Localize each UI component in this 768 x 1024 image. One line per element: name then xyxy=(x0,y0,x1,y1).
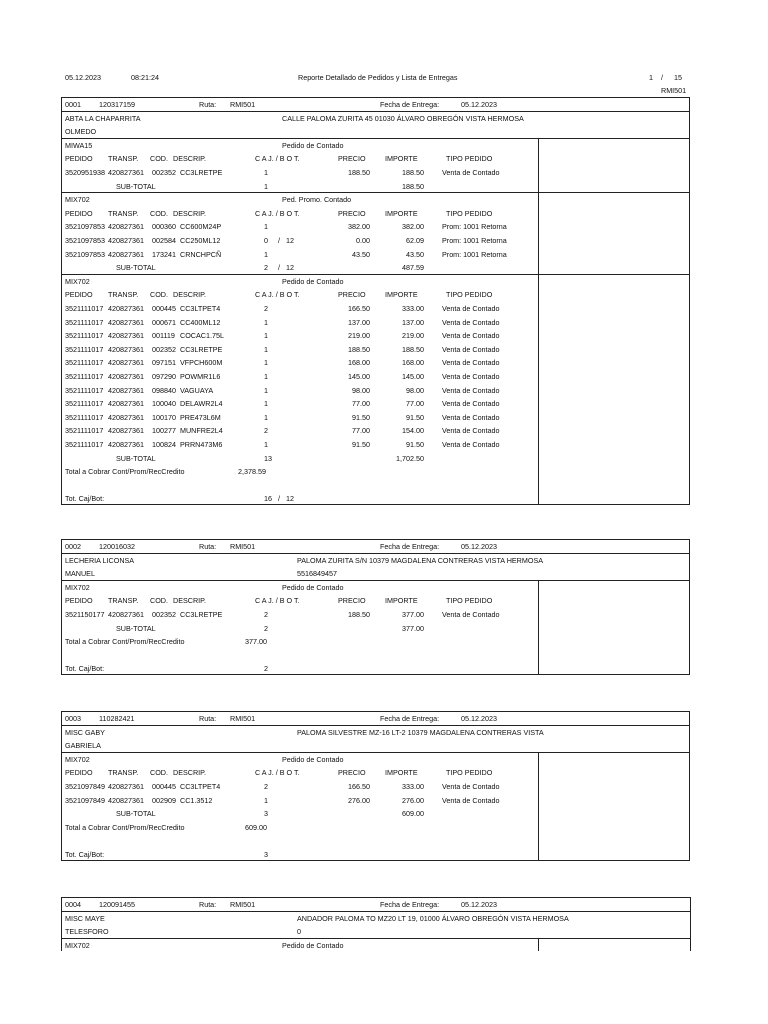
page-separator: / xyxy=(661,73,663,82)
order-number: 3520951938 xyxy=(65,168,105,177)
product-code: 173241 xyxy=(152,249,176,259)
subtotal-label: SUB-TOTAL xyxy=(116,809,156,819)
total-cajbot-label: Tot. Caj/Bot: xyxy=(65,850,105,859)
boxes-count: 1 xyxy=(264,440,268,449)
unit-price: 137.00 xyxy=(348,317,370,327)
col-header-tipo: TIPO PEDIDO xyxy=(446,768,493,778)
order-number: 3521111017 xyxy=(65,331,104,341)
sale-type: Venta de Contado xyxy=(442,385,500,395)
customer-address: ANDADOR PALOMA TO MZ20 LT 19, 01000 ÁLVARO OBREGÓN VISTA HERMOSA xyxy=(297,913,569,923)
route-value: RMI501 xyxy=(230,714,256,723)
sale-type: Prom: 1001 Retorna xyxy=(442,222,507,232)
col-header-pedido: PEDIDO xyxy=(65,596,93,606)
col-header-transp: TRANSP. xyxy=(108,208,139,218)
product-description: CC400ML12 xyxy=(180,317,221,327)
order-number: 3521111017 xyxy=(65,372,104,381)
boxes-count: 1 xyxy=(264,168,268,177)
row-divider xyxy=(61,938,690,939)
boxes-count: 1 xyxy=(264,249,268,259)
carrier: 420827361 xyxy=(108,331,144,341)
report-time: 08:21:24 xyxy=(131,73,159,82)
total-to-collect: 609.00 xyxy=(245,822,267,832)
col-header-cod: COD. xyxy=(150,154,168,164)
col-header-transp: TRANSP. xyxy=(108,290,139,300)
product-description: PRE473L6M xyxy=(180,412,221,422)
order-number: 3521111017 xyxy=(65,358,104,368)
line-amount: 168.00 xyxy=(402,358,424,368)
col-header-importe: IMPORTE xyxy=(385,208,418,218)
order-number: 3521097853 xyxy=(65,249,105,259)
delivery-date: 05.12.2023 xyxy=(461,900,497,909)
subtotal-boxes: 2 xyxy=(264,623,268,633)
boxes-count: 1 xyxy=(264,372,268,381)
unit-price: 166.50 xyxy=(348,782,370,791)
boxes-count: 1 xyxy=(264,795,268,805)
delivery-date: 05.12.2023 xyxy=(461,542,497,551)
sale-type: Venta de Contado xyxy=(442,399,500,409)
report-date: 05.12.2023 xyxy=(65,73,101,82)
total-boxes: 16 xyxy=(264,494,272,504)
unit-price: 188.50 xyxy=(348,344,370,354)
col-header-importe: IMPORTE xyxy=(385,290,418,300)
sale-type: Venta de Contado xyxy=(442,344,500,354)
carrier: 420827361 xyxy=(108,304,144,313)
total-to-collect-label: Total a Cobrar Cont/Prom/RecCredito xyxy=(65,822,185,832)
customer-id: 120091455 xyxy=(99,900,135,909)
product-description: COCAC1.75L xyxy=(180,331,224,341)
line-amount: 145.00 xyxy=(402,372,424,381)
group-code: MIX702 xyxy=(65,754,90,764)
col-header-precio: PRECIO xyxy=(338,208,366,218)
total-cajbot-label: Tot. Caj/Bot: xyxy=(65,494,105,504)
sale-type: Venta de Contado xyxy=(442,358,500,368)
subtotal-label: SUB-TOTAL xyxy=(116,181,156,191)
subtotal-boxes: 3 xyxy=(264,809,268,819)
carrier: 420827361 xyxy=(108,168,144,177)
subtotal-amount: 377.00 xyxy=(402,623,424,633)
col-header-descrip: DESCRIP. xyxy=(173,290,207,300)
carrier: 420827361 xyxy=(108,610,144,619)
boxes-count: 1 xyxy=(264,317,268,327)
order-number: 3521150177 xyxy=(65,610,105,619)
customer-contact: MANUEL xyxy=(65,569,95,579)
line-amount: 188.50 xyxy=(402,344,424,354)
order-type: Ped. Promo. Contado xyxy=(282,195,352,205)
caj-bot-separator: / xyxy=(278,494,280,504)
subtotal-label: SUB-TOTAL xyxy=(116,453,156,463)
delivery-date-label: Fecha de Entrega: xyxy=(380,714,440,723)
total-to-collect-label: Total a Cobrar Cont/Prom/RecCredito xyxy=(65,467,185,477)
order-number: 3521111017 xyxy=(65,426,104,436)
report-title: Reporte Detallado de Pedidos y Lista de Entregas xyxy=(298,73,458,82)
subtotal-amount: 487.59 xyxy=(402,263,424,273)
customer-box-left xyxy=(61,897,62,951)
boxes-count: 2 xyxy=(264,304,268,313)
order-number: 3521097849 xyxy=(65,795,105,805)
subtotal-boxes: 1 xyxy=(264,181,268,191)
unit-price: 77.00 xyxy=(352,426,370,436)
sale-type: Prom: 1001 Retorna xyxy=(442,236,507,245)
carrier: 420827361 xyxy=(108,222,144,232)
product-code: 002352 xyxy=(152,344,176,354)
col-header-pedido: PEDIDO xyxy=(65,768,93,778)
line-amount: 382.00 xyxy=(402,222,424,232)
line-amount: 137.00 xyxy=(402,317,424,327)
col-header-pedido: PEDIDO xyxy=(65,154,93,164)
carrier: 420827361 xyxy=(108,412,144,422)
customer-id: 120016032 xyxy=(99,542,135,551)
total-to-collect-label: Total a Cobrar Cont/Prom/RecCredito xyxy=(65,637,185,647)
product-description: CC250ML12 xyxy=(180,236,221,245)
customer-name: ABTA LA CHAPARRITA xyxy=(65,113,141,123)
boxes-count: 1 xyxy=(264,399,268,409)
route-label: Ruta: xyxy=(199,100,217,109)
order-number: 3521097849 xyxy=(65,782,105,791)
carrier: 420827361 xyxy=(108,795,144,805)
order-type: Pedido de Contado xyxy=(282,754,344,764)
group-code: MIX702 xyxy=(65,195,90,205)
line-amount: 333.00 xyxy=(402,782,424,791)
order-number: 3521111017 xyxy=(65,399,104,409)
product-description: CC1.3512 xyxy=(180,795,213,805)
product-description: VFPCH600M xyxy=(180,358,223,368)
customer-number: 0004 xyxy=(65,900,81,909)
total-boxes: 3 xyxy=(264,850,268,859)
sale-type: Venta de Contado xyxy=(442,168,500,177)
unit-price: 168.00 xyxy=(348,358,370,368)
group-code: MIX702 xyxy=(65,582,90,592)
col-header-precio: PRECIO xyxy=(338,154,366,164)
caj-bot-separator: / xyxy=(278,236,280,245)
total-bottles: 12 xyxy=(286,494,294,504)
carrier: 420827361 xyxy=(108,782,144,791)
delivery-date: 05.12.2023 xyxy=(461,714,497,723)
carrier: 420827361 xyxy=(108,399,144,409)
product-description: CC3LRETPE xyxy=(180,168,223,177)
group-code: MIX702 xyxy=(65,276,90,286)
col-header-importe: IMPORTE xyxy=(385,768,418,778)
sale-type: Venta de Contado xyxy=(442,440,500,449)
customer-box-right xyxy=(690,897,691,951)
col-header-cajbot: C A J. / B O T. xyxy=(255,596,300,606)
customer-name: MISC MAYE xyxy=(65,913,105,923)
product-description: CRNCHPCÑ xyxy=(180,249,222,259)
col-header-tipo: TIPO PEDIDO xyxy=(446,154,493,164)
group-code: MIX702 xyxy=(65,940,90,950)
customer-phone: 5516849457 xyxy=(297,569,337,579)
col-header-cajbot: C A J. / B O T. xyxy=(255,154,300,164)
order-type: Pedido de Contado xyxy=(282,276,344,286)
product-code: 002352 xyxy=(152,610,176,619)
col-header-transp: TRANSP. xyxy=(108,768,139,778)
customer-contact: OLMEDO xyxy=(65,127,97,137)
delivery-date-label: Fecha de Entrega: xyxy=(380,542,440,551)
subtotal-label: SUB-TOTAL xyxy=(116,263,156,273)
sale-type: Venta de Contado xyxy=(442,304,500,313)
unit-price: 91.50 xyxy=(352,412,370,422)
col-header-precio: PRECIO xyxy=(338,290,366,300)
customer-box xyxy=(61,539,690,675)
col-header-cod: COD. xyxy=(150,596,168,606)
product-code: 100170 xyxy=(152,412,176,422)
col-header-cajbot: C A J. / B O T. xyxy=(255,290,300,300)
column-divider xyxy=(538,938,539,952)
sale-type: Venta de Contado xyxy=(442,795,500,805)
subtotal-label: SUB-TOTAL xyxy=(116,623,156,633)
col-header-precio: PRECIO xyxy=(338,596,366,606)
order-number: 3521111017 xyxy=(65,344,104,354)
boxes-count: 1 xyxy=(264,358,268,368)
unit-price: 166.50 xyxy=(348,304,370,313)
product-description: PRRN473M6 xyxy=(180,440,223,449)
product-code: 000445 xyxy=(152,304,176,313)
subtotal-boxes: 2 xyxy=(264,263,268,273)
col-header-cajbot: C A J. / B O T. xyxy=(255,768,300,778)
boxes-count: 0 xyxy=(264,236,268,245)
route-label: Ruta: xyxy=(199,542,217,551)
sale-type: Venta de Contado xyxy=(442,331,500,341)
product-code: 100040 xyxy=(152,399,176,409)
product-description: CC3LTPET4 xyxy=(180,782,221,791)
customer-address: PALOMA SILVESTRE MZ-16 LT-2 10379 MAGDALENA CONTRERAS VISTA xyxy=(297,727,544,737)
col-header-tipo: TIPO PEDIDO xyxy=(446,208,493,218)
unit-price: 188.50 xyxy=(348,610,370,619)
carrier: 420827361 xyxy=(108,249,144,259)
col-header-descrip: DESCRIP. xyxy=(173,154,207,164)
order-type: Pedido de Contado xyxy=(282,940,344,950)
customer-number: 0003 xyxy=(65,714,81,723)
column-divider xyxy=(538,580,539,675)
line-amount: 77.00 xyxy=(406,399,424,409)
unit-price: 276.00 xyxy=(348,795,370,805)
page-number: 1 xyxy=(649,73,653,82)
col-header-cod: COD. xyxy=(150,290,168,300)
sale-type: Venta de Contado xyxy=(442,372,500,381)
order-number: 3521111017 xyxy=(65,412,104,422)
carrier: 420827361 xyxy=(108,236,144,245)
unit-price: 77.00 xyxy=(352,399,370,409)
subtotal-boxes: 13 xyxy=(264,453,272,463)
unit-price: 0.00 xyxy=(356,236,370,245)
product-description: CC3LTPET4 xyxy=(180,304,221,313)
carrier: 420827361 xyxy=(108,440,144,449)
total-to-collect: 377.00 xyxy=(245,637,267,647)
unit-price: 43.50 xyxy=(352,249,370,259)
page-total: 15 xyxy=(674,73,682,82)
delivery-date-label: Fecha de Entrega: xyxy=(380,900,440,909)
sale-type: Venta de Contado xyxy=(442,610,500,619)
boxes-count: 2 xyxy=(264,610,268,619)
carrier: 420827361 xyxy=(108,317,144,327)
unit-price: 91.50 xyxy=(352,440,370,449)
product-code: 000671 xyxy=(152,317,176,327)
sale-type: Venta de Contado xyxy=(442,317,500,327)
row-divider xyxy=(61,897,690,898)
line-amount: 98.00 xyxy=(406,385,424,395)
delivery-date-label: Fecha de Entrega: xyxy=(380,100,440,109)
sale-type: Prom: 1001 Retorna xyxy=(442,249,507,259)
col-header-pedido: PEDIDO xyxy=(65,290,93,300)
customer-id: 110282421 xyxy=(99,714,135,723)
line-amount: 154.00 xyxy=(402,426,424,436)
route-label: Ruta: xyxy=(199,714,217,723)
boxes-count: 2 xyxy=(264,782,268,791)
boxes-count: 1 xyxy=(264,385,268,395)
row-divider xyxy=(61,911,690,912)
line-amount: 91.50 xyxy=(406,440,424,449)
boxes-count: 1 xyxy=(264,331,268,341)
order-number: 3521097853 xyxy=(65,222,105,232)
product-code: 100824 xyxy=(152,440,176,449)
order-number: 3521097853 xyxy=(65,236,105,245)
sale-type: Venta de Contado xyxy=(442,412,500,422)
route-value: RMI501 xyxy=(230,100,256,109)
product-code: 002584 xyxy=(152,236,176,245)
subtotal-amount: 1,702.50 xyxy=(396,453,424,463)
col-header-importe: IMPORTE xyxy=(385,596,418,606)
product-code: 097290 xyxy=(152,372,176,381)
sale-type: Venta de Contado xyxy=(442,426,500,436)
boxes-count: 2 xyxy=(264,426,268,436)
col-header-importe: IMPORTE xyxy=(385,154,418,164)
product-code: 098840 xyxy=(152,385,176,395)
line-amount: 377.00 xyxy=(402,610,424,619)
total-cajbot-label: Tot. Caj/Bot: xyxy=(65,664,105,674)
column-divider xyxy=(538,138,539,505)
product-description: CC3LRETPE xyxy=(180,610,223,619)
col-header-tipo: TIPO PEDIDO xyxy=(446,596,493,606)
line-amount: 91.50 xyxy=(406,412,424,422)
customer-name: LECHERIA LICONSA xyxy=(65,555,135,565)
subtotal-bottles: 12 xyxy=(286,263,294,273)
carrier: 420827361 xyxy=(108,385,144,395)
order-number: 3521111017 xyxy=(65,304,104,313)
product-code: 002352 xyxy=(152,168,176,177)
total-boxes: 2 xyxy=(264,664,268,674)
route-value: RMI501 xyxy=(230,542,256,551)
product-code: 001119 xyxy=(152,331,175,341)
product-description: CC3LRETPE xyxy=(180,344,223,354)
column-divider xyxy=(538,752,539,861)
carrier: 420827361 xyxy=(108,426,144,436)
customer-phone: 0 xyxy=(297,927,301,937)
col-header-descrip: DESCRIP. xyxy=(173,596,207,606)
unit-price: 188.50 xyxy=(348,168,370,177)
line-amount: 188.50 xyxy=(402,168,424,177)
boxes-count: 1 xyxy=(264,222,268,232)
group-code: MIWA15 xyxy=(65,140,93,150)
col-header-transp: TRANSP. xyxy=(108,154,139,164)
subtotal-amount: 188.50 xyxy=(402,181,424,191)
route-label: Ruta: xyxy=(199,900,217,909)
carrier: 420827361 xyxy=(108,358,144,368)
line-amount: 62.09 xyxy=(406,236,424,245)
header-route-code: RMI501 xyxy=(661,86,687,95)
unit-price: 98.00 xyxy=(352,385,370,395)
product-code: 100277 xyxy=(152,426,176,436)
customer-number: 0001 xyxy=(65,100,81,109)
order-number: 3521111017 xyxy=(65,385,104,395)
col-header-cajbot: C A J. / B O T. xyxy=(255,208,300,218)
product-description: POWMR1L6 xyxy=(180,372,221,381)
boxes-count: 1 xyxy=(264,344,268,354)
line-amount: 43.50 xyxy=(406,249,424,259)
customer-contact: GABRIELA xyxy=(65,741,101,751)
col-header-precio: PRECIO xyxy=(338,768,366,778)
product-description: VAGUAYA xyxy=(180,385,214,395)
carrier: 420827361 xyxy=(108,344,144,354)
product-description: MUNFRE2L4 xyxy=(180,426,223,436)
order-number: 3521111017 xyxy=(65,317,104,327)
product-description: DELAWR2L4 xyxy=(180,399,223,409)
unit-price: 145.00 xyxy=(348,372,370,381)
customer-name: MISC GABY xyxy=(65,727,105,737)
product-code: 002909 xyxy=(152,795,176,805)
customer-box xyxy=(61,711,690,861)
delivery-date: 05.12.2023 xyxy=(461,100,497,109)
col-header-transp: TRANSP. xyxy=(108,596,139,606)
product-description: CC600M24P xyxy=(180,222,222,232)
carrier: 420827361 xyxy=(108,372,144,381)
customer-box xyxy=(61,97,690,505)
boxes-count: 1 xyxy=(264,412,268,422)
order-type: Pedido de Contado xyxy=(282,140,344,150)
unit-price: 382.00 xyxy=(348,222,370,232)
line-amount: 333.00 xyxy=(402,304,424,313)
col-header-descrip: DESCRIP. xyxy=(173,768,207,778)
col-header-tipo: TIPO PEDIDO xyxy=(446,290,493,300)
customer-contact: TELESFORO xyxy=(65,927,109,937)
product-code: 097151 xyxy=(152,358,176,368)
order-type: Pedido de Contado xyxy=(282,582,344,592)
customer-id: 120317159 xyxy=(99,100,135,109)
order-number: 3521111017 xyxy=(65,440,104,449)
product-code: 000360 xyxy=(152,222,176,232)
customer-address: PALOMA ZURITA S/N 10379 MAGDALENA CONTRERAS VISTA HERMOSA xyxy=(297,555,544,565)
route-value: RMI501 xyxy=(230,900,256,909)
unit-price: 219.00 xyxy=(348,331,370,341)
customer-address: CALLE PALOMA ZURITA 45 01030 ÁLVARO OBREGÓN VISTA HERMOSA xyxy=(282,113,524,123)
caj-bot-separator: / xyxy=(278,263,280,273)
col-header-pedido: PEDIDO xyxy=(65,208,93,218)
line-amount: 219.00 xyxy=(402,331,424,341)
sale-type: Venta de Contado xyxy=(442,782,500,791)
line-amount: 276.00 xyxy=(402,795,424,805)
col-header-cod: COD. xyxy=(150,768,168,778)
product-code: 000445 xyxy=(152,782,176,791)
bottles-count: 12 xyxy=(286,236,294,245)
total-to-collect: 2,378.59 xyxy=(238,467,266,477)
col-header-descrip: DESCRIP. xyxy=(173,208,207,218)
customer-number: 0002 xyxy=(65,542,81,551)
col-header-cod: COD. xyxy=(150,208,168,218)
subtotal-amount: 609.00 xyxy=(402,809,424,819)
